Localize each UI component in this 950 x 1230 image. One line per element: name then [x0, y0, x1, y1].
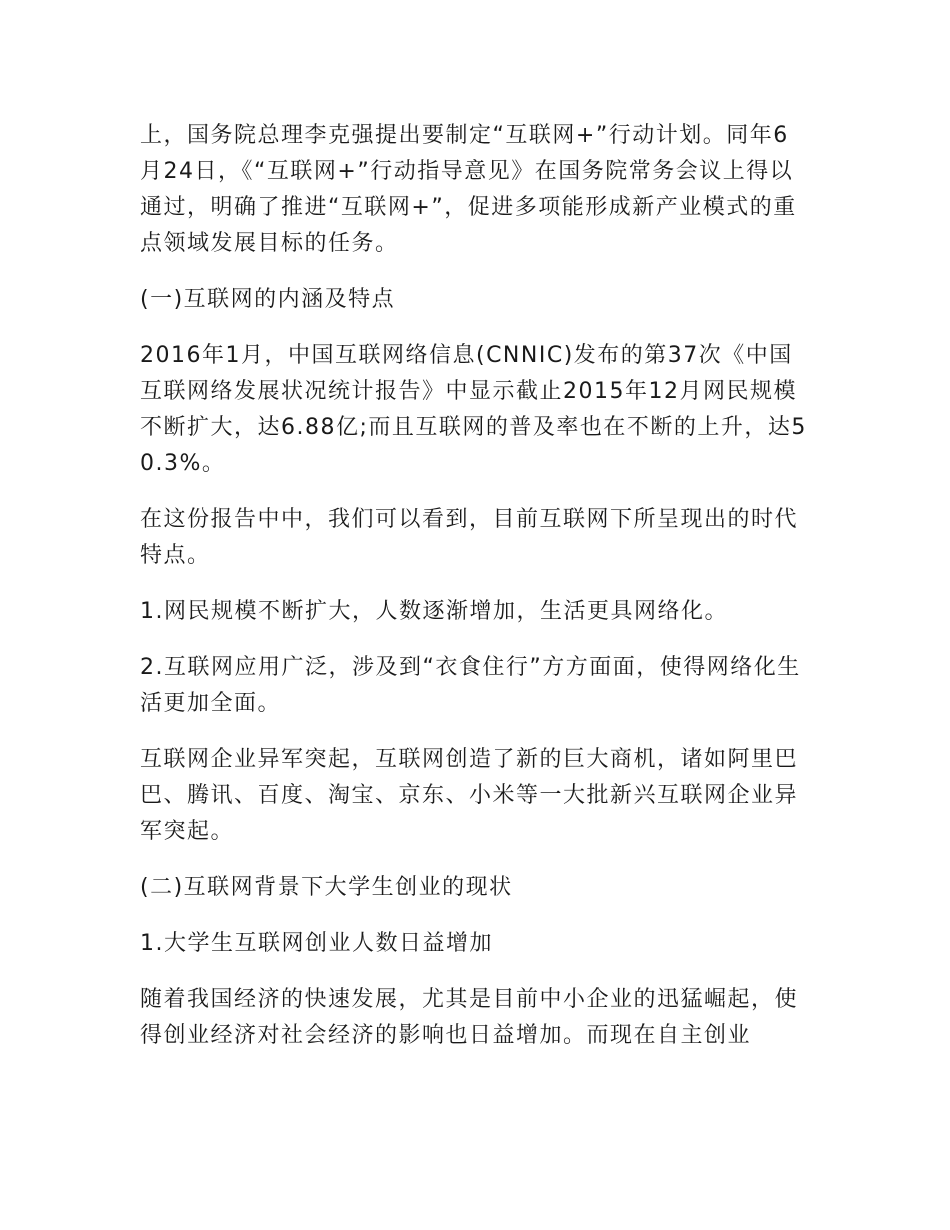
list-item-2: 2.互联网应用广泛，涉及到“衣食住行”方方面面，使得网络化生活更加全面。 [140, 655, 801, 716]
paragraph-report-findings: 在这份报告中中，我们可以看到，目前互联网下所呈现出的时代特点。 [140, 507, 799, 568]
section-heading-internet-features: (一)互联网的内涵及特点 [140, 287, 396, 312]
list-item-1: 1.网民规模不断扩大，人数逐渐增加，生活更具网络化。 [140, 599, 728, 624]
paragraph-economic-development: 随着我国经济的快速发展，尤其是目前中小企业的迅猛崛起，使得创业经济对社会经济的影响也日益增加。而现在自主创业 [140, 987, 799, 1048]
paragraph-internet-companies: 互联网企业异军突起，互联网创造了新的巨大商机，诸如阿里巴巴、腾讯、百度、淘宝、京东、小米等一大批新兴互联网企业异军突起。 [140, 747, 799, 844]
document-body [140, 118, 812, 1074]
subheading-startup-growth: 1.大学生互联网创业人数日益增加 [140, 931, 493, 956]
paragraph-cnnic-report: 2016年1月，中国互联网络信息(CNNIC)发布的第37次《中国互联网络发展状况统计报告》中显示截止2015年12月网民规模不断扩大，达6.88亿;而且互联网的普及率也在不断的上升，达50.3%。 [140, 343, 807, 476]
paragraph-intro-continued: 上，国务院总理李克强提出要制定“互联网+”行动计划。同年6月24日，《“互联网+”行动指导意见》在国务院常务会议上得以通过，明确了推进“互联网+”，促进多项能形成新产业模式的重点领域发展目标的任务。 [140, 123, 797, 256]
section-heading-student-startups: (二)互联网背景下大学生创业的现状 [140, 875, 513, 900]
